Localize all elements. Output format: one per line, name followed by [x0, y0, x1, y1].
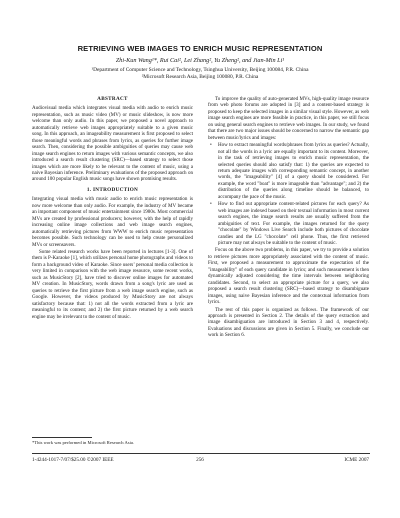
- list-item-text: How to find out appropriate content-related pictures for each query? As web images are indexed based on their textual information in most current search engines, the image search results are usually suffered from the ambiguities of text. For example, the images returned for the query "chocolate" by Windows Live Search include both pictures of chocolate candies and the LG "chocolate" cell phone. Thus, the first retrieved picture may not always be suitable to the content of music.: [218, 201, 369, 246]
- right-column: [208, 96, 369, 340]
- abstract-text: Audiovisual media which integrates visual media with audio to enrich music representation, such as music video (MV) or music slideshow, is now more welcome than only audio. In this paper, we proposed a novel approach to automatically retrieve web images appropriately suitable to a given music song. In this approach, an imageability measurement is first proposed to select those meaningful words and phrases from lyrics, as queries for further image search. Then, considering the possible ambiguities of queries may cause web image search engines to return images with various semantic concepts, we also introduced a search result clustering (SRC)—based strategy to select those images which are more likely to be relevant to the content of music, using a naive Bayesian inference. Preliminary evaluations of the proposed approach on around 100 popular English music songs have shown promising results.: [32, 105, 193, 183]
- right-paragraph-focus: Focus on the above two problems, in this paper, we try to provide a solution to retrieve pictures more appropriately associated with the content of music. First, we proposed a measurement to approximate the expectation of the "imageability" of each query candidate in lyrics; and such measurement is then dynamically adjusted considering the time intervals between neighboring candidates. Second, to select an appropriate picture for a query, we also proposed a search result clustering (SRC)—based strategy to disambiguate images, using naive Bayesian inference and the contextual information from lyrics.: [208, 247, 369, 306]
- introduction-heading: 1. INTRODUCTION: [86, 186, 139, 193]
- introduction-paragraph-1: Integrating visual media with music audio to enrich music representation is now more welcome than only audio. For example, the industry of MV became an important component of music entertainment since 1980s. Most commercial MVs are created by professional producers; however, with the help of rapidly increasing online image collections and web image search engines, automatically retrieving pictures from WWW to enrich music representation becomes possible. Such technology can be used to help create personalized MVs or screensavers.: [32, 196, 193, 248]
- right-paragraph-organization: The rest of this paper is organized as follows. The framework of our approach is presented in Section 2. The details of the query extraction and image disambiguation are introduced in Section 3 and 4, respectively. Evaluations and discussions are given in Section 5. Finally, we conclude our work in Section 6.: [208, 306, 369, 339]
- paper-title: RETRIEVING WEB IMAGES TO ENRICH MUSIC REPRESENTATION: [77, 44, 323, 53]
- bullet-icon: •: [210, 201, 212, 208]
- footer-rule: [32, 453, 370, 454]
- list-item: [208, 201, 369, 246]
- list-item-text: How to extract meaningful words/phrases from lyrics as queries? Actually, not all the words in a lyric are equally important to its content. Moreover, in the task of retrieving images to enrich music representation, the selected queries should also satisfy that: 1) the queries are expected to return adequate images with corresponding semantic concept, in another words, the "imageability" [4] of a query should be considered. For example, the word "boat" is more imageable than "advantage"; and 2) the distribution of the queries along timeline should be balanced, to accompany the pace of the music.: [218, 142, 369, 200]
- bullet-icon: •: [210, 142, 212, 149]
- footnote: *This work was performed in Microsoft Research Asia.: [32, 440, 135, 445]
- list-item: [208, 142, 369, 200]
- right-intro-paragraph: To improve the quality of auto-generated MVs, high-quality image resource from web photo forums are adopted in [3] and a content-based strategy is proposed to keep the selected images in a similar visual style. However, as web image search engines are more feasible in practice, in this paper, we still focus on using general search engines to retrieve web images. In our study, we found that there are two major issues should be concerned to narrow the semantic gap between music/lyrics and images:: [208, 96, 369, 141]
- isbn-text: 1-4244-1017-7/07/$25.00 ©2007 IEEE: [32, 457, 114, 463]
- footnote-rule: [32, 437, 92, 438]
- author-list: Zhi-Kun Wang¹*, Rui Cai², Lei Zhang², Yu Zheng², and Jian-Min Li¹: [115, 57, 285, 64]
- introduction-paragraph-2: Some related research works have been reported in lectures [1-3]. One of them is P-Karaoke [1], which utilizes personal home photographs and videos to form a background video of Karaoke. Since users’ personal media collection is very limited in comparison with the web image resource, some recent works, such as MusicStory [2], have tried to discover online images for automated MV creation. In MusicStory, words drawn from a song's lyric are used as queries to retrieve the first picture from a web image search engine, such as Google. However, the videos produced by MusicStory are not always satisfactory because that: 1) not all the words extracted from a lyric are meaningful to its content; and 2) the first picture returned by a web search engine may be irrelevant to the content of music.: [32, 248, 193, 320]
- left-column: [32, 96, 193, 321]
- affiliation-1: ¹Department of Computer Science and Technology, Tsinghua University, Beijing 100084, P.R. China: [91, 67, 309, 73]
- page-number: 256: [196, 457, 204, 463]
- conference-name: ICME 2007: [344, 457, 369, 463]
- issue-list: [208, 142, 369, 246]
- affiliation-2: ²Microsoft Research Asia, Beijing 100080, P.R. China: [141, 74, 259, 80]
- abstract-heading: ABSTRACT: [97, 96, 128, 102]
